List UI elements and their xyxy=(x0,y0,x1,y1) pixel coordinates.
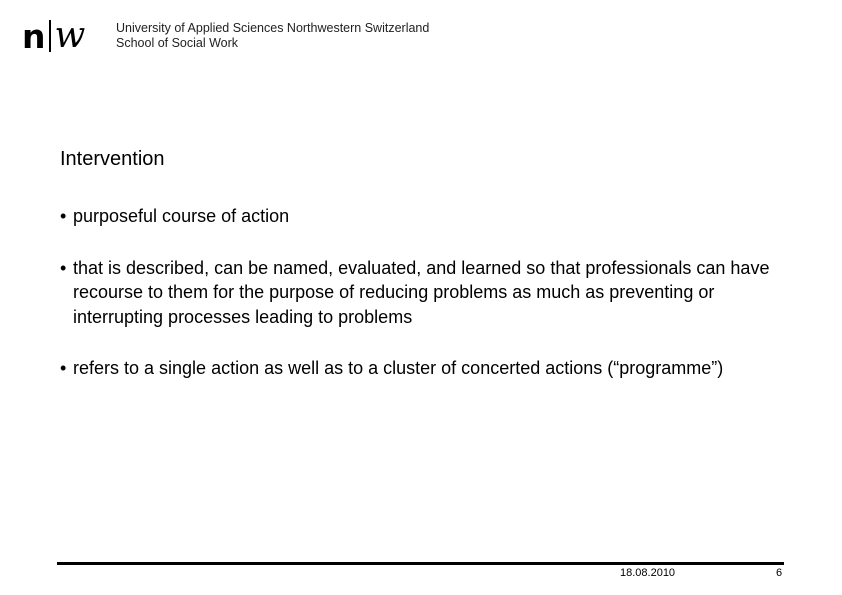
bullet-item: • that is described, can be named, evaluated, and learned so that professionals can have recourse to them for the purpose of reducing problems as much as preventing or interrupting processes leading to problems xyxy=(60,256,780,330)
org-line-university: University of Applied Sciences Northwestern Switzerland xyxy=(116,21,430,35)
org-line-school: School of Social Work xyxy=(116,36,239,50)
logo-mark xyxy=(22,15,86,56)
bullet-item: • purposeful course of action xyxy=(60,204,780,229)
organization-name xyxy=(116,21,429,51)
bullet-list xyxy=(60,204,780,381)
slide-title: Intervention xyxy=(60,148,165,170)
fhnw-logo xyxy=(22,15,86,56)
page-number: 6 xyxy=(776,567,783,579)
footer-date: 18.08.2010 xyxy=(620,567,676,579)
footer-divider xyxy=(57,562,784,565)
logo-letter-n: n xyxy=(22,16,46,56)
logo-separator xyxy=(49,20,51,52)
bullet-item: • refers to a single action as well as to a cluster of concerted actions (“programme”) xyxy=(60,356,780,381)
logo-letter-w: w xyxy=(54,15,86,56)
